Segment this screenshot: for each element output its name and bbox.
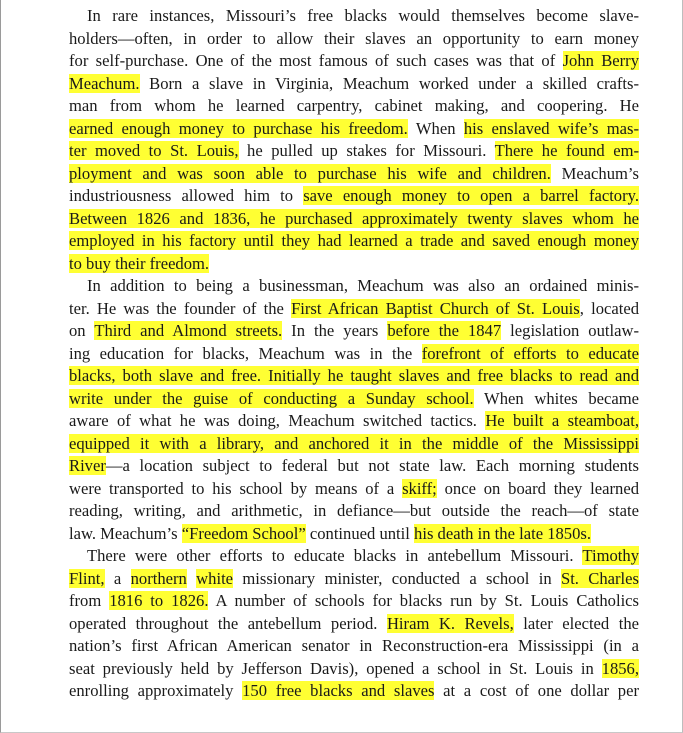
highlighted-text: Timothy bbox=[582, 546, 639, 565]
highlighted-text: 150 free blacks and slaves bbox=[242, 681, 435, 700]
text-line bbox=[69, 140, 639, 163]
text-segment: continued until bbox=[305, 523, 415, 543]
text-segment: ter. He was the founder of the bbox=[69, 298, 292, 318]
highlighted-text: white bbox=[196, 568, 234, 588]
highlighted-text: There he found em- bbox=[494, 141, 639, 160]
text-segment: he pulled up stakes for Missouri. bbox=[238, 141, 495, 160]
text-line bbox=[69, 455, 639, 478]
text-line bbox=[69, 28, 639, 51]
text-segment: enrolling approximately bbox=[69, 681, 243, 700]
text-segment: at a cost of one dollar per bbox=[434, 681, 639, 700]
text-line bbox=[69, 658, 639, 681]
text-line bbox=[69, 545, 639, 568]
highlighted-text: skiff; bbox=[402, 478, 437, 498]
text-segment: from bbox=[69, 591, 110, 610]
text-segment: man from whom he learned carpentry, cabinet making, and coopering. He bbox=[69, 96, 639, 115]
highlighted-text: 1816 to 1826. bbox=[109, 591, 209, 610]
text-segment: once on board they learned bbox=[436, 478, 639, 498]
text-segment: When bbox=[407, 118, 464, 138]
highlighted-text: “Freedom School” bbox=[181, 523, 306, 543]
text-line bbox=[69, 230, 639, 253]
text-segment: reading, writing, and arithmetic, in defiance—but outside the reach—of state bbox=[69, 501, 639, 520]
text-segment: Born a slave in Virginia, Meachum worked under a skilled crafts- bbox=[139, 73, 639, 93]
text-line bbox=[69, 433, 639, 456]
text-segment: In addition to being a businessman, Meachum was also an ordained minis- bbox=[87, 276, 639, 295]
text-segment bbox=[187, 569, 196, 588]
highlighted-text: his enslaved wife’s mas- bbox=[463, 118, 640, 138]
highlighted-text: Third and Almond streets. bbox=[94, 321, 283, 340]
text-line bbox=[69, 298, 639, 321]
text-line bbox=[69, 275, 639, 298]
text-segment: missionary minister, conducted a school in bbox=[233, 568, 561, 588]
highlighted-text: his death in the late 1850s. bbox=[414, 523, 591, 543]
text-line bbox=[69, 95, 639, 118]
highlighted-text: blacks, both slave and free. Initially he taught slaves and free blacks to read and bbox=[69, 366, 639, 385]
text-segment: operated throughout the antebellum period. bbox=[69, 613, 387, 633]
text-segment: In the years bbox=[282, 321, 388, 340]
text-line bbox=[69, 500, 639, 523]
highlighted-text: to buy their freedom. bbox=[69, 253, 210, 273]
paragraph bbox=[69, 545, 639, 703]
highlighted-text: St. Charles bbox=[560, 568, 639, 588]
text-segment: seat previously held by Jefferson Davis), opened a school in St. Louis in bbox=[69, 658, 602, 678]
highlighted-text: save enough money to open a barrel factory. bbox=[303, 186, 639, 205]
text-line bbox=[69, 50, 639, 73]
text-line bbox=[69, 478, 639, 501]
text-segment: —a location subject to federal but not state law. Each morning students bbox=[105, 456, 639, 475]
text-line bbox=[69, 410, 639, 433]
text-segment: legislation outlaw- bbox=[501, 321, 640, 340]
text-line bbox=[69, 208, 639, 231]
highlighted-text: John Berry bbox=[562, 51, 639, 70]
text-segment: for self-purchase. One of the most famous of such cases was that of bbox=[69, 51, 563, 70]
text-line bbox=[69, 118, 639, 141]
highlighted-text: write under the guise of conducting a Sunday school. bbox=[69, 388, 474, 408]
text-segment: on bbox=[69, 321, 95, 340]
text-segment: ing education for blacks, Meachum was in the bbox=[69, 343, 422, 363]
text-segment: nation’s first African American senator in Reconstruction-era Mississippi (in a bbox=[69, 636, 639, 655]
highlighted-text: earned enough money to purchase his freedom. bbox=[69, 118, 408, 138]
highlighted-text: employed in his factory until they had learned a trade and saved enough money bbox=[69, 231, 639, 250]
highlighted-text: forefront of efforts to educate bbox=[421, 343, 640, 363]
text-line bbox=[69, 613, 639, 636]
text-line bbox=[69, 343, 639, 366]
document-body-text bbox=[69, 5, 639, 703]
text-line bbox=[69, 680, 639, 703]
highlighted-text: before the 1847 bbox=[387, 321, 502, 340]
text-line bbox=[69, 568, 639, 591]
highlighted-text: Between 1826 and 1836, he purchased approximately twenty slaves whom he bbox=[69, 208, 639, 228]
highlighted-text: ter moved to St. Louis, bbox=[69, 141, 239, 160]
text-segment: aware of what he was doing, Meachum switched tactics. bbox=[69, 411, 486, 430]
highlighted-text: ployment and was soon able to purchase his wife and children. bbox=[69, 163, 551, 183]
highlighted-text: Hiram K. Revels, bbox=[386, 613, 514, 633]
text-segment: There were other efforts to educate blacks in antebellum Missouri. bbox=[87, 546, 583, 565]
text-line bbox=[69, 365, 639, 388]
text-segment: industriousness allowed him to bbox=[69, 186, 304, 205]
highlighted-text: He built a steamboat, bbox=[485, 411, 639, 430]
text-segment: In rare instances, Missouri’s free blacks would themselves become slave- bbox=[87, 6, 639, 25]
text-line bbox=[69, 163, 639, 186]
text-line bbox=[69, 523, 639, 546]
highlighted-text: equipped it with a library, and anchored it in the middle of the Mississippi bbox=[69, 433, 639, 453]
text-segment: Meachum’s bbox=[550, 163, 639, 183]
text-segment: , located bbox=[579, 298, 639, 318]
text-line bbox=[69, 388, 639, 411]
text-line bbox=[69, 320, 639, 343]
text-segment: a bbox=[104, 568, 131, 588]
text-line bbox=[69, 73, 639, 96]
text-segment: When whites became bbox=[473, 388, 639, 408]
text-segment: later elected the bbox=[513, 613, 639, 633]
text-line bbox=[69, 635, 639, 658]
text-segment: law. Meachum’s bbox=[69, 523, 182, 543]
text-line bbox=[69, 253, 639, 276]
text-line bbox=[69, 5, 639, 28]
text-line bbox=[69, 185, 639, 208]
text-segment: holders—often, in order to allow their slaves an opportunity to earn money bbox=[69, 28, 639, 48]
text-segment: were transported to his school by means of a bbox=[69, 478, 403, 498]
highlighted-text: Flint, bbox=[69, 568, 105, 588]
highlighted-text: 1856, bbox=[601, 658, 639, 678]
paragraph bbox=[69, 5, 639, 275]
highlighted-text: River bbox=[69, 456, 106, 475]
text-line bbox=[69, 590, 639, 613]
highlighted-text: First African Baptist Church of St. Louis bbox=[291, 298, 580, 318]
highlighted-text: Meachum. bbox=[69, 73, 140, 93]
highlighted-text: northern bbox=[130, 568, 187, 588]
paragraph bbox=[69, 275, 639, 545]
text-segment: A number of schools for blacks run by St. Louis Catholics bbox=[208, 591, 639, 610]
